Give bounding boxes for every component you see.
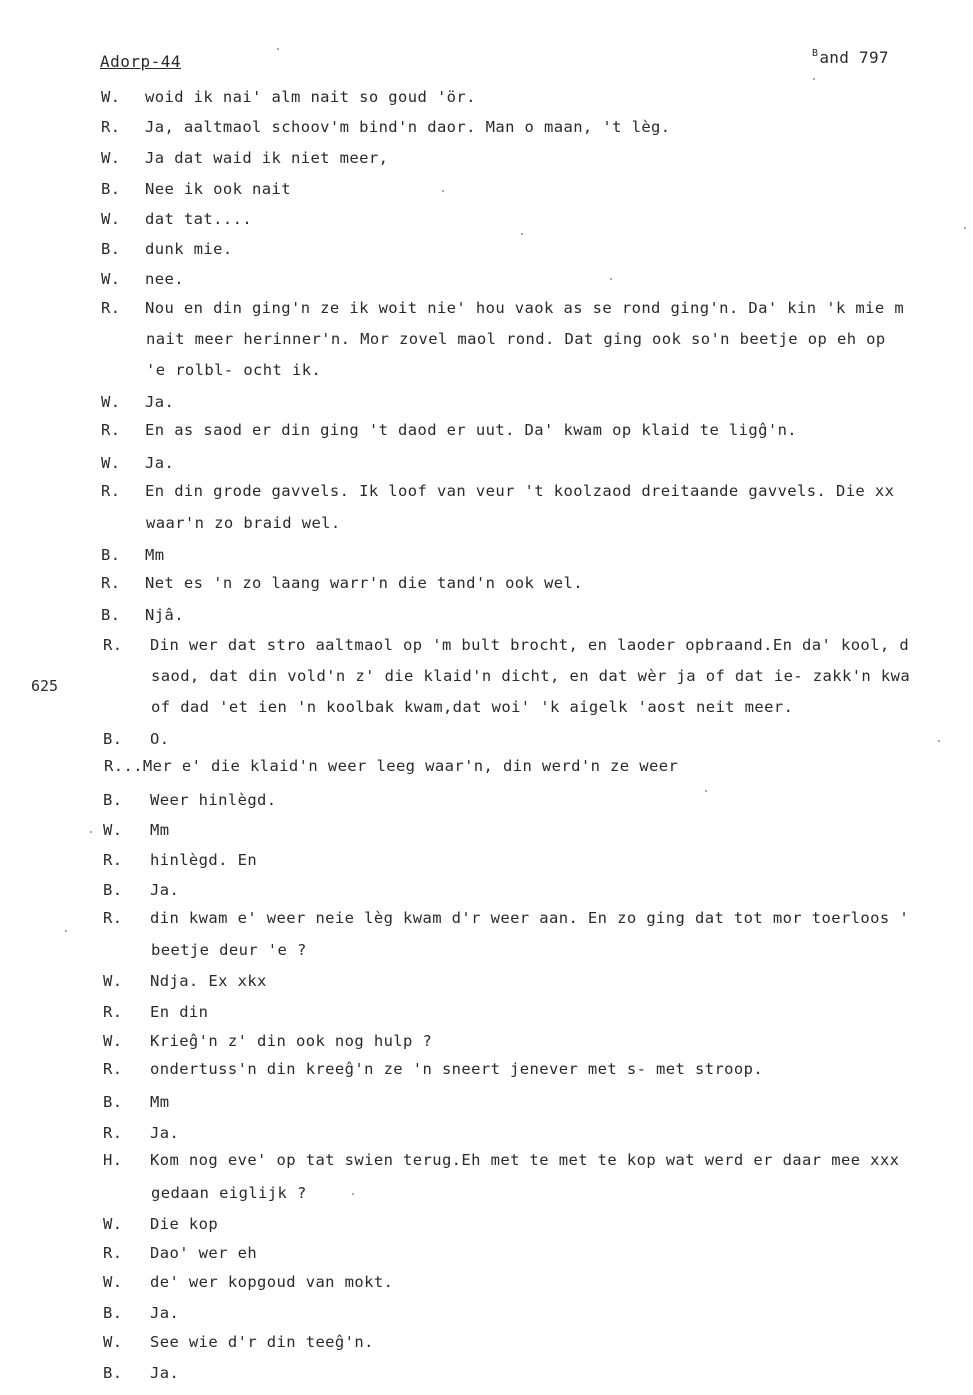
speaker-label: R.: [101, 574, 121, 592]
utterance-text: woid ik nai' alm nait so goud 'ör.: [145, 88, 476, 106]
speaker-label: W.: [103, 1333, 123, 1351]
transcript-line: [0, 1182, 973, 1204]
transcript-line: [0, 544, 973, 566]
transcript-line: [0, 268, 973, 290]
speaker-label: B.: [103, 1304, 123, 1322]
speaker-label: B.: [101, 240, 121, 258]
speaker-label: B.: [103, 1364, 123, 1382]
utterance-text: saod, dat din vold'n z' die klaid'n dicht, en dat wèr ja of dat ie- zakk'n kwa: [151, 667, 911, 685]
transcript-line: [0, 512, 973, 534]
transcript-line: [0, 480, 973, 502]
speaker-label: W.: [103, 1215, 123, 1233]
utterance-text: Die kop: [150, 1215, 219, 1233]
transcript-line: [0, 391, 973, 413]
transcript-line: [0, 1091, 973, 1113]
transcript-line: [0, 359, 973, 381]
speck-mark: [442, 190, 444, 192]
speck-mark: [938, 740, 940, 742]
speaker-label: R.: [103, 909, 123, 927]
transcript-line: [0, 1149, 973, 1171]
speaker-label: W.: [101, 270, 121, 288]
margin-page-number: 625: [31, 677, 59, 695]
utterance-text: Ja dat waid ik niet meer,: [145, 149, 389, 167]
speaker-label: R.: [101, 299, 121, 317]
transcript-line: [0, 789, 973, 811]
transcript-line: [0, 970, 973, 992]
utterance-text: En din: [150, 1003, 209, 1021]
speaker-label: B.: [101, 546, 121, 564]
transcript-line: [0, 755, 973, 777]
utterance-text: Ndja. Ex xkx: [150, 972, 267, 990]
transcript-line: [0, 1362, 973, 1384]
speaker-label: W.: [103, 972, 123, 990]
speck-mark: [813, 78, 815, 80]
utterance-text: Weer hinlègd.: [150, 791, 277, 809]
speaker-label: B.: [101, 606, 121, 624]
utterance-text: hinlègd. En: [150, 851, 258, 869]
transcript-line: [0, 907, 973, 929]
transcript-line: [0, 849, 973, 871]
utterance-text: Ja.: [150, 1364, 180, 1382]
speaker-label: W.: [103, 821, 123, 839]
utterance-text: de' wer kopgoud van mokt.: [150, 1273, 394, 1291]
transcript-line: [0, 419, 973, 441]
utterance-text: din kwam e' weer neie lèg kwam d'r weer aan. En zo ging dat tot mor toerloos ': [150, 909, 910, 927]
speaker-label: W.: [103, 1273, 123, 1291]
speaker-label: W.: [101, 393, 121, 411]
speaker-label: W.: [103, 1032, 123, 1050]
speck-mark: [964, 227, 966, 229]
transcript-line: [0, 1331, 973, 1353]
transcript-line: [0, 147, 973, 169]
speaker-label: H.: [103, 1151, 123, 1169]
band-superscript-mark: B: [812, 48, 819, 59]
transcript-line: [0, 328, 973, 350]
transcript-line: [0, 728, 973, 750]
utterance-text: R...Mer e' die klaid'n weer leeg waar'n, din werd'n ze weer: [104, 757, 679, 775]
utterance-text: Ja, aaltmaol schoov'm bind'n daor. Man o maan, 't lèg.: [145, 118, 671, 136]
utterance-text: Ja.: [150, 881, 180, 899]
utterance-text: See wie d'r din teeĝ'n.: [150, 1333, 374, 1351]
utterance-text: En din grode gavvels. Ik loof van veur 't koolzaod dreitaande gavvels. Die xx: [145, 482, 895, 500]
speaker-label: B.: [101, 180, 121, 198]
speaker-label: W.: [101, 88, 121, 106]
transcript-line: [0, 1030, 973, 1052]
transcript-line: [0, 297, 973, 319]
utterance-text: Mm: [150, 821, 170, 839]
transcript-line: [0, 1302, 973, 1324]
utterance-text: Krieĝ'n z' din ook nog hulp ?: [150, 1032, 433, 1050]
utterance-text: nait meer herinner'n. Mor zovel maol rond. Dat ging ook so'n beetje op eh op: [146, 330, 886, 348]
transcript-line: [0, 604, 973, 626]
speaker-label: R.: [103, 851, 123, 869]
speck-mark: [65, 930, 67, 932]
utterance-text: dunk mie.: [145, 240, 233, 258]
utterance-text: Ja.: [150, 1304, 180, 1322]
transcript-line: [0, 1271, 973, 1293]
utterance-text: Ja.: [145, 454, 175, 472]
band-number-label: and 797: [819, 48, 889, 67]
speck-mark: [352, 1193, 354, 1195]
utterance-text: dat tat....: [145, 210, 253, 228]
utterance-text: 'e rolbl- ocht ik.: [146, 361, 322, 379]
speaker-label: R.: [101, 118, 121, 136]
speck-mark: [90, 831, 92, 833]
transcript-line: [0, 1058, 973, 1080]
document-header-title: Adorp-44: [100, 52, 182, 71]
utterance-text: Ja.: [150, 1124, 180, 1142]
utterance-text: Mm: [145, 546, 165, 564]
utterance-text: Kom nog eve' op tat swien terug.Eh met te met te kop wat werd er daar mee xxx: [150, 1151, 900, 1169]
utterance-text: Din wer dat stro aaltmaol op 'm bult brocht, en laoder opbraand.En da' kool, d: [150, 636, 910, 654]
speaker-label: B.: [103, 881, 123, 899]
transcript-line: [0, 178, 973, 200]
utterance-text: nee.: [145, 270, 184, 288]
speaker-label: W.: [101, 454, 121, 472]
speaker-label: R.: [103, 636, 123, 654]
speaker-label: R.: [103, 1003, 123, 1021]
transcript-line: [0, 939, 973, 961]
utterance-text: waar'n zo braid wel.: [146, 514, 341, 532]
speck-mark: [277, 48, 279, 50]
transcript-line: [0, 696, 973, 718]
transcript-line: [0, 1242, 973, 1264]
speaker-label: R.: [103, 1060, 123, 1078]
utterance-text: Nou en din ging'n ze ik woit nie' hou vaok as se rond ging'n. Da' kin 'k mie m: [145, 299, 905, 317]
speaker-label: R.: [101, 421, 121, 439]
speaker-label: R.: [103, 1124, 123, 1142]
utterance-text: Mm: [150, 1093, 170, 1111]
utterance-text: O.: [150, 730, 170, 748]
transcript-line: [0, 879, 973, 901]
utterance-text: En as saod er din ging 't daod er uut. Da' kwam op klaid te ligĝ'n.: [145, 421, 798, 439]
transcript-line: [0, 86, 973, 108]
transcript-line: [0, 1213, 973, 1235]
transcript-line: [0, 572, 973, 594]
utterance-text: of dad 'et ien 'n koolbak kwam,dat woi' 'k aigelk 'aost neit meer.: [151, 698, 794, 716]
speck-mark: [521, 233, 523, 235]
transcript-line: [0, 452, 973, 474]
utterance-text: Njâ.: [145, 606, 184, 624]
utterance-text: Net es 'n zo laang warr'n die tand'n ook wel.: [145, 574, 583, 592]
transcript-line: [0, 238, 973, 260]
transcript-line: [0, 1001, 973, 1023]
transcript-line: [0, 819, 973, 841]
utterance-text: gedaan eiglijk ?: [151, 1184, 307, 1202]
utterance-text: Nee ik ook nait: [145, 180, 291, 198]
transcript-line: [0, 116, 973, 138]
speaker-label: W.: [101, 149, 121, 167]
utterance-text: beetje deur 'e ?: [151, 941, 307, 959]
transcript-line: [0, 208, 973, 230]
utterance-text: Dao' wer eh: [150, 1244, 258, 1262]
speck-mark: [705, 790, 707, 792]
speck-mark: [610, 278, 612, 280]
utterance-text: Ja.: [145, 393, 175, 411]
speaker-label: B.: [103, 791, 123, 809]
transcript-line: [0, 665, 973, 687]
transcript-line: [0, 1122, 973, 1144]
speaker-label: R.: [103, 1244, 123, 1262]
speaker-label: B.: [103, 1093, 123, 1111]
speaker-label: B.: [103, 730, 123, 748]
transcript-line: [0, 634, 973, 656]
speaker-label: W.: [101, 210, 121, 228]
speaker-label: R.: [101, 482, 121, 500]
utterance-text: ondertuss'n din kreeĝ'n ze 'n sneert jenever met s- met stroop.: [150, 1060, 764, 1078]
